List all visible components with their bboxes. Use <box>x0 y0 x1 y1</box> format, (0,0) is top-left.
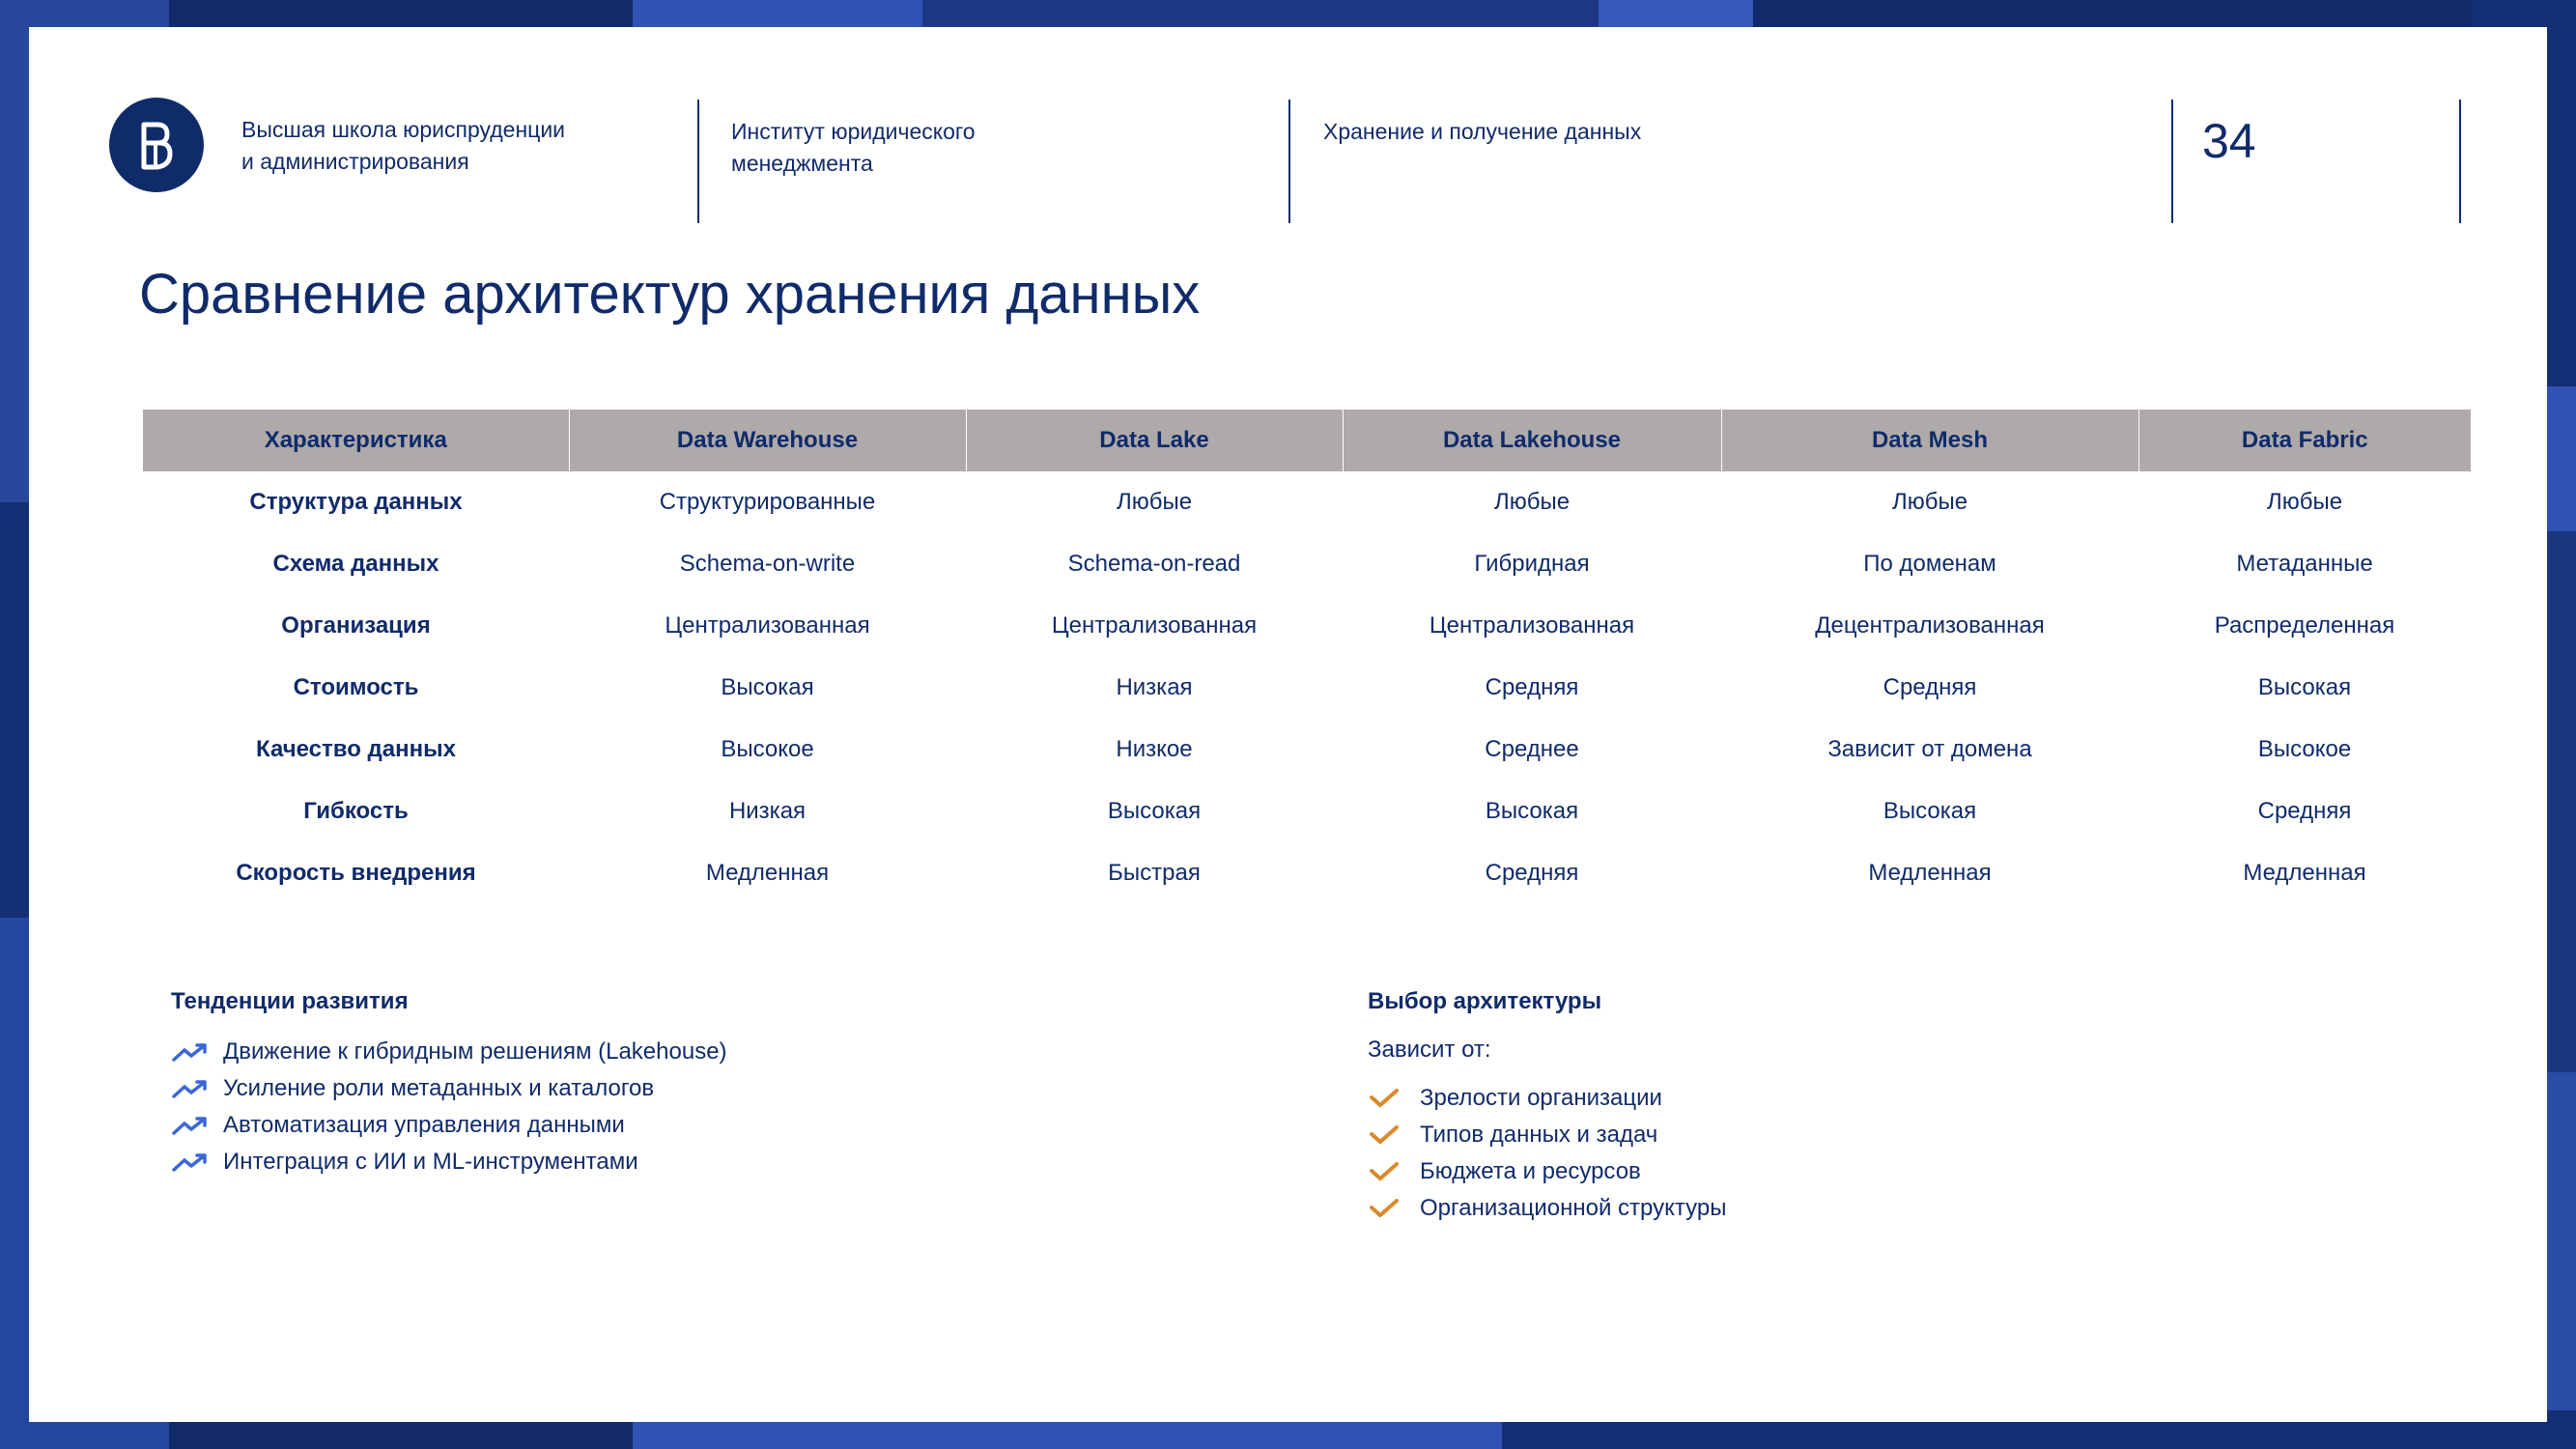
list-item <box>171 1034 1233 1070</box>
choice-text: Организационной структуры <box>1420 1195 1727 1221</box>
row-header: Качество данных <box>256 736 456 762</box>
choice-text: Бюджета и ресурсов <box>1420 1158 1641 1184</box>
row-header: Стоимость <box>293 674 419 700</box>
trend-text: Интеграция с ИИ и ML-инструментами <box>223 1149 638 1175</box>
table-cell: Средняя <box>1882 674 1977 700</box>
table-cell: Медленная <box>705 860 830 886</box>
institute-name <box>731 116 1050 180</box>
check-icon <box>1368 1087 1406 1110</box>
check-icon <box>1368 1197 1406 1220</box>
list-item <box>1368 1190 2430 1227</box>
header-divider <box>2171 99 2173 223</box>
table-cell: Любые <box>2266 489 2343 515</box>
header-divider <box>1288 99 1290 223</box>
table-cell: Schema-on-read <box>1067 551 1241 577</box>
table-row <box>143 719 2471 781</box>
trend-text: Автоматизация управления данными <box>223 1112 625 1138</box>
architecture-choice-block <box>1368 985 2430 1227</box>
slide <box>29 27 2547 1422</box>
trend-up-icon <box>171 1114 210 1137</box>
list-item <box>1368 1153 2430 1190</box>
choice-title: Выбор архитектуры <box>1368 988 1602 1014</box>
table-cell: Любые <box>1891 489 1968 515</box>
table-cell: Любые <box>1493 489 1571 515</box>
school-name-line2: и администрирования <box>241 149 469 174</box>
table-cell: Низкая <box>1116 674 1193 700</box>
trend-up-icon <box>171 1077 210 1100</box>
table-row <box>143 471 2471 533</box>
table-cell: Schema-on-write <box>679 551 856 577</box>
table-cell: Любые <box>1116 489 1193 515</box>
trends-block <box>171 985 1233 1180</box>
table-row <box>143 657 2471 719</box>
column-header: Data Warehouse <box>569 410 966 471</box>
table-cell: Централизованная <box>1429 612 1635 639</box>
trend-up-icon <box>171 1151 210 1174</box>
table-cell: Медленная <box>2243 860 2366 886</box>
table-cell: Централизованная <box>665 612 870 639</box>
choice-text: Типов данных и задач <box>1420 1122 1658 1148</box>
table-cell: Низкое <box>1116 736 1193 762</box>
row-header: Гибкость <box>303 798 409 824</box>
school-name <box>241 114 647 178</box>
list-item <box>171 1070 1233 1107</box>
list-item <box>1368 1117 2430 1153</box>
trend-up-icon <box>171 1040 210 1064</box>
page-title: Сравнение архитектур хранения данных <box>139 263 1201 326</box>
list-item <box>171 1144 1233 1180</box>
table-cell: По доменам <box>1863 551 1996 577</box>
table-row <box>143 781 2471 842</box>
table-cell: Структурированные <box>659 489 876 515</box>
table-cell: Децентрализованная <box>1815 612 2045 639</box>
row-header: Структура данных <box>249 489 463 515</box>
table-cell: Высокая <box>1107 798 1202 824</box>
table-cell: Средняя <box>2257 798 2352 824</box>
table-cell: Распределенная <box>2214 612 2395 639</box>
table-cell: Низкая <box>728 798 807 824</box>
table-header-row <box>143 410 2471 471</box>
table-row <box>143 842 2471 904</box>
institute-name-line2: менеджмента <box>731 151 873 176</box>
table-cell: Метаданные <box>2236 551 2373 577</box>
header-divider <box>697 99 699 223</box>
column-header: Data Lake <box>966 410 1343 471</box>
table-cell: Быстрая <box>1108 860 1201 886</box>
column-header: Data Mesh <box>1721 410 2138 471</box>
trend-text: Движение к гибридным решениям (Lakehouse) <box>223 1038 727 1065</box>
row-header: Организация <box>281 612 431 639</box>
header-divider <box>2459 99 2461 223</box>
table-cell: Высокая <box>1882 798 1977 824</box>
choice-subtitle: Зависит от: <box>1368 1037 1491 1063</box>
table-cell: Зависит от домена <box>1827 736 2032 762</box>
table-cell: Среднее <box>1485 736 1579 762</box>
row-header: Скорость внедрения <box>236 860 476 886</box>
column-header: Характеристика <box>143 410 569 471</box>
table-cell: Высокое <box>721 736 814 762</box>
list-item <box>1368 1080 2430 1117</box>
choice-text: Зрелости организации <box>1420 1085 1662 1111</box>
check-icon <box>1368 1123 1406 1147</box>
column-header: Data Lakehouse <box>1343 410 1721 471</box>
page-number: 34 <box>2202 114 2256 168</box>
check-icon <box>1368 1160 1406 1183</box>
institute-name-line1: Институт юридического <box>731 119 976 144</box>
table-cell: Гибридная <box>1474 551 1590 577</box>
row-header: Схема данных <box>272 551 439 577</box>
hse-logo-icon <box>109 98 204 192</box>
section-topic: Хранение и получение данных <box>1323 119 1642 144</box>
table-cell: Медленная <box>1868 860 1992 886</box>
table-cell: Средняя <box>1485 674 1579 700</box>
table-cell: Высокая <box>721 674 814 700</box>
column-header: Data Fabric <box>2138 410 2471 471</box>
list-item <box>171 1107 1233 1144</box>
school-name-line1: Высшая школа юриспруденции <box>241 117 566 142</box>
table-cell: Высокая <box>2257 674 2352 700</box>
table-row <box>143 533 2471 595</box>
table-cell: Средняя <box>1485 860 1579 886</box>
table-cell: Высокое <box>2257 736 2352 762</box>
table-cell: Высокая <box>1485 798 1579 824</box>
comparison-table <box>143 410 2471 904</box>
trend-text: Усиление роли метаданных и каталогов <box>223 1075 655 1101</box>
table-row <box>143 595 2471 657</box>
trends-title: Тенденции развития <box>171 988 409 1014</box>
table-cell: Централизованная <box>1051 612 1258 639</box>
